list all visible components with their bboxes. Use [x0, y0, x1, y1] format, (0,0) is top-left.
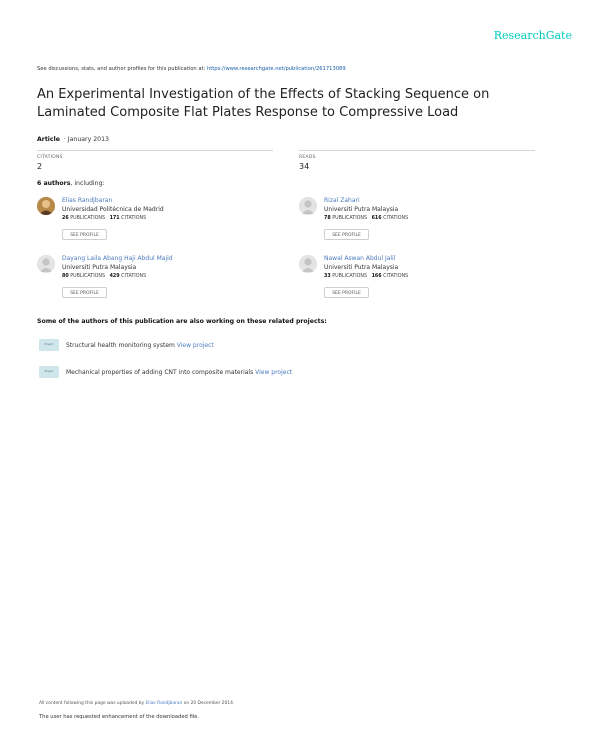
author-stats [62, 216, 146, 221]
citations-label: CITATIONS [37, 155, 63, 160]
citations-label: CITATIONS [121, 274, 147, 279]
author-institution: Universiti Putra Malaysia [324, 264, 399, 271]
author-avatar[interactable] [299, 197, 317, 215]
author-publications-count: 78 [324, 216, 331, 221]
related-projects-heading: Some of the authors of this publication are also working on these related projects: [37, 318, 327, 325]
author-citations-count: 166 [371, 274, 382, 279]
author-institution: Universiti Putra Malaysia [324, 206, 399, 213]
author-citations-count: 171 [109, 216, 120, 221]
view-project-link[interactable]: View project [176, 342, 214, 349]
author-stats [62, 274, 146, 279]
see-profile-button[interactable]: SEE PROFILE [62, 229, 107, 240]
author-name-link[interactable]: Rizal Zahari [324, 197, 360, 204]
researchgate-logo[interactable]: ResearchGate [493, 29, 572, 42]
project-item [66, 342, 214, 349]
author-name-link[interactable]: Elias Randjbaran [62, 197, 113, 204]
page-title: An Experimental Investigation of the Effects of Stacking Sequence on Laminated Composite Flat Plates Response to Compressive Load [37, 87, 490, 120]
project-name: Mechanical properties of adding CNT into composite materials [66, 369, 254, 376]
publication-link[interactable]: https://www.researchgate.net/publication/261713089 [206, 66, 346, 72]
see-profile-button[interactable]: SEE PROFILE [62, 287, 107, 298]
author-publications-count: 33 [324, 274, 331, 279]
author-name-link[interactable]: Dayang Laila Abang Haji Abdul Majid [62, 255, 173, 262]
see-profile-button[interactable]: SEE PROFILE [324, 229, 369, 240]
authors-count: 6 authors [37, 180, 71, 187]
see-profile-button[interactable]: SEE PROFILE [324, 287, 369, 298]
article-type: Article [37, 136, 60, 143]
author-publications-count: 26 [62, 216, 69, 221]
citations-label: CITATIONS [383, 274, 409, 279]
article-meta: Article · January 2013 [37, 136, 109, 143]
author-name-link[interactable]: Nawal Aswan Abdul Jalil [324, 255, 396, 262]
author-stats [324, 216, 408, 221]
citations-label: CITATIONS [121, 216, 147, 221]
author-institution: Universiti Putra Malaysia [62, 264, 137, 271]
publications-label: PUBLICATIONS [70, 216, 106, 221]
citations-divider [37, 150, 273, 151]
reads-count: 34 [299, 162, 310, 171]
author-publications-count: 80 [62, 274, 69, 279]
reads-label: READS [299, 155, 316, 160]
citations-count: 2 [37, 162, 43, 171]
discussion-text: See discussions, stats, and author profiles for this publication at: [37, 66, 207, 72]
author-citations-count: 616 [371, 216, 382, 221]
authors-header [37, 180, 105, 187]
author-avatar[interactable] [37, 255, 55, 273]
discussion-line [37, 66, 346, 72]
view-project-link[interactable]: View project [255, 369, 293, 376]
authors-suffix: , including: [70, 180, 105, 187]
project-icon-label: Project [44, 343, 54, 346]
publications-label: PUBLICATIONS [332, 216, 368, 221]
author-avatar[interactable] [37, 197, 55, 215]
project-icon-label: Project [44, 370, 54, 373]
publications-label: PUBLICATIONS [332, 274, 368, 279]
author-institution: Universidad Politécnica de Madrid [62, 206, 164, 213]
upload-suffix: on 20 December 2014. [182, 701, 235, 706]
project-name: Structural health monitoring system [66, 342, 175, 349]
upload-note [39, 701, 234, 706]
project-icon [39, 339, 59, 351]
author-citations-count: 429 [109, 274, 120, 279]
uploader-link[interactable]: Elias Randjbaran [145, 701, 183, 706]
project-icon [39, 366, 59, 378]
reads-divider [299, 150, 535, 151]
citations-label: CITATIONS [383, 216, 409, 221]
author-stats [324, 274, 408, 279]
author-avatar[interactable] [299, 255, 317, 273]
upload-prefix: All content following this page was uploaded by [39, 701, 146, 706]
article-date: January 2013 [67, 136, 109, 143]
enhancement-note: The user has requested enhancement of the downloaded file. [39, 714, 200, 720]
publications-label: PUBLICATIONS [70, 274, 106, 279]
project-item [66, 369, 292, 376]
